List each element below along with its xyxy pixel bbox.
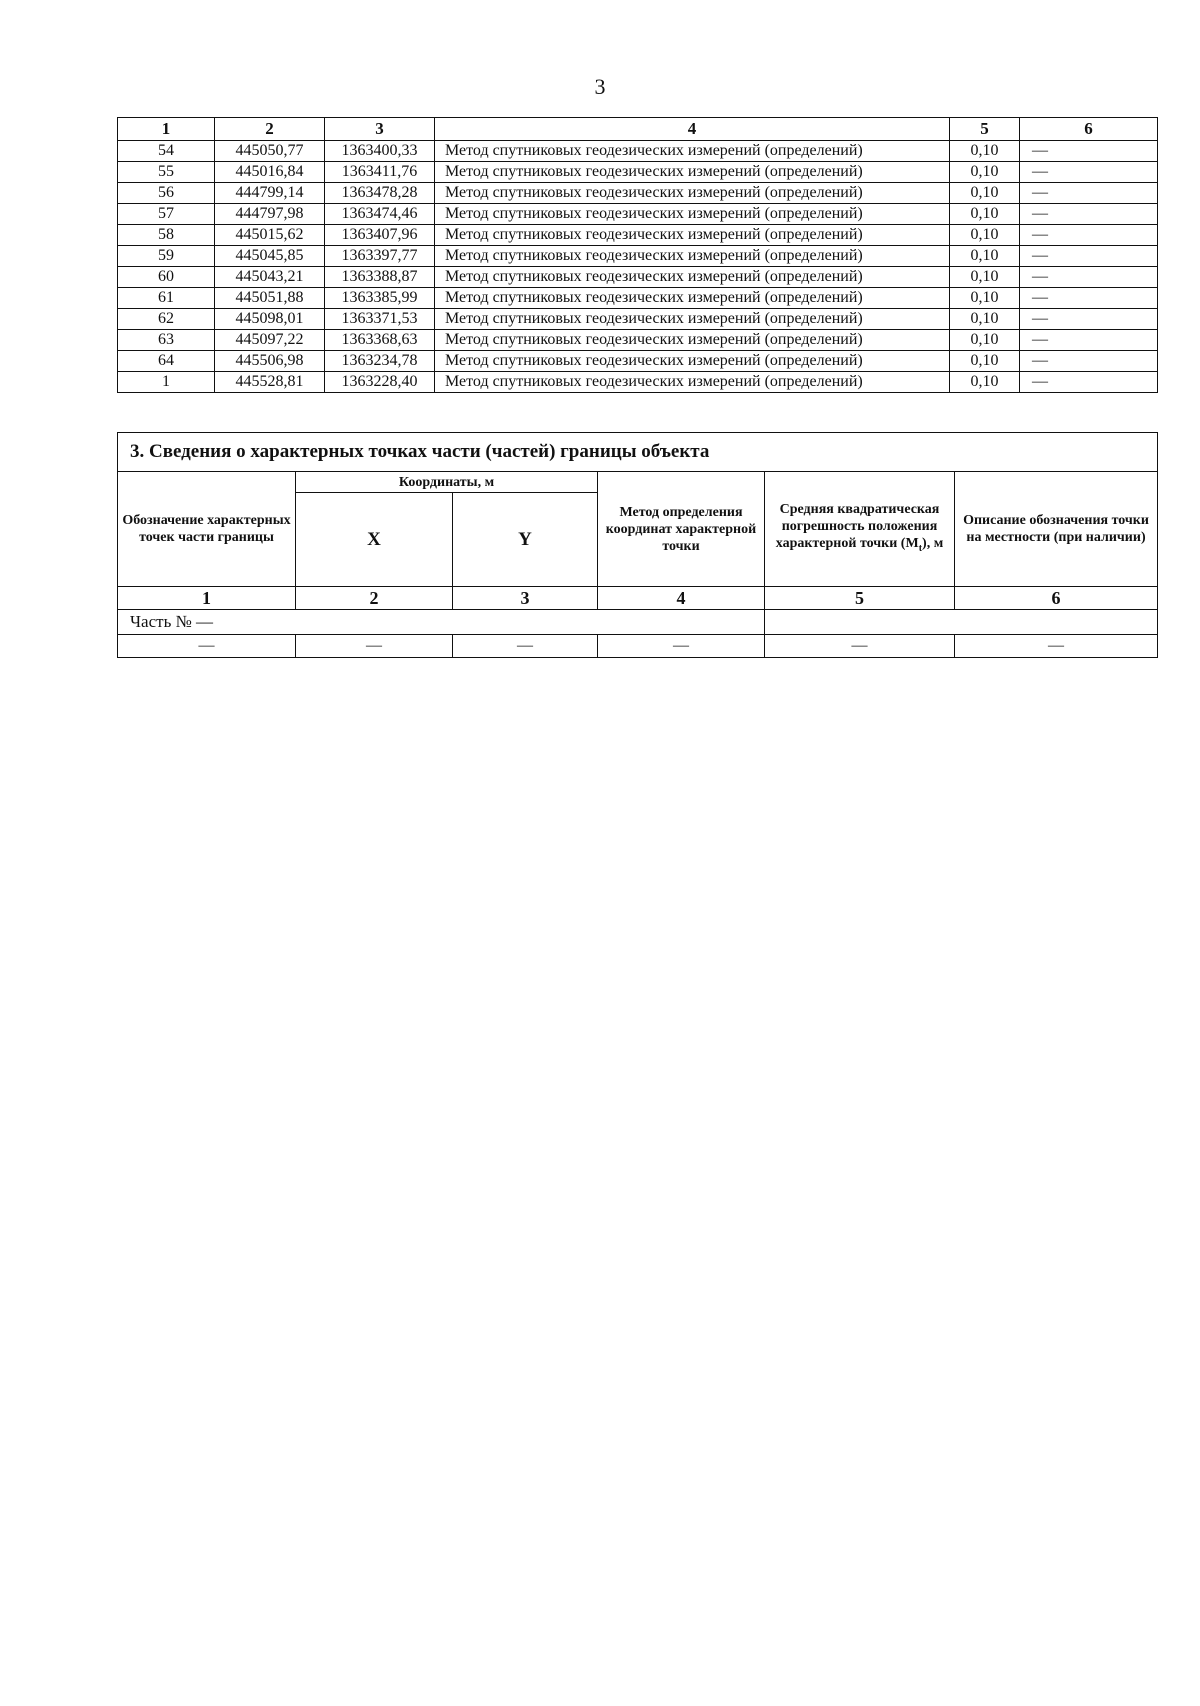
- table-header-row: [118, 118, 1158, 141]
- section-title: 3. Сведения о характерных точках части (частей) границы объекта: [118, 433, 1158, 472]
- point-number-cell: 64: [118, 351, 215, 372]
- y-coordinate-cell: 1363388,87: [325, 267, 435, 288]
- table-row: [118, 372, 1158, 393]
- description-cell: —: [1020, 267, 1158, 288]
- error-cell: 0,10: [950, 183, 1020, 204]
- table-row: [118, 330, 1158, 351]
- coordinates-header: Координаты, м: [296, 472, 598, 493]
- table-row: [118, 141, 1158, 162]
- error-cell: 0,10: [950, 141, 1020, 162]
- y-coordinate-cell: 1363407,96: [325, 225, 435, 246]
- y-coordinate-cell: 1363478,28: [325, 183, 435, 204]
- error-header-sub: t: [918, 542, 923, 554]
- method-cell: Метод спутниковых геодезических измерений (определений): [435, 288, 950, 309]
- error-header: [765, 472, 955, 587]
- description-header: Описание обозначения точки на местности (при наличии): [955, 472, 1158, 587]
- description-cell: —: [1020, 372, 1158, 393]
- error-cell: 0,10: [950, 288, 1020, 309]
- method-header: Метод определения координат характерной точки: [598, 472, 765, 587]
- y-coordinate-cell: 1363397,77: [325, 246, 435, 267]
- error-cell: 0,10: [950, 204, 1020, 225]
- method-cell: Метод спутниковых геодезических измерений (определений): [435, 267, 950, 288]
- dash-cell: —: [765, 635, 955, 658]
- point-number-cell: 1: [118, 372, 215, 393]
- method-cell: Метод спутниковых геодезических измерений (определений): [435, 141, 950, 162]
- description-cell: —: [1020, 204, 1158, 225]
- method-cell: Метод спутниковых геодезических измерений (определений): [435, 204, 950, 225]
- x-coordinate-cell: 445045,85: [215, 246, 325, 267]
- column-number: 2: [296, 587, 453, 610]
- method-cell: Метод спутниковых геодезических измерений (определений): [435, 309, 950, 330]
- y-coordinate-cell: 1363234,78: [325, 351, 435, 372]
- dash-cell: —: [453, 635, 598, 658]
- description-cell: —: [1020, 162, 1158, 183]
- header-cell: 6: [1020, 118, 1158, 141]
- y-coordinate-cell: 1363385,99: [325, 288, 435, 309]
- y-coordinate-cell: 1363474,46: [325, 204, 435, 225]
- x-coordinate-cell: 445051,88: [215, 288, 325, 309]
- table-row: [118, 635, 1158, 658]
- header-cell: 3: [325, 118, 435, 141]
- table-row: [118, 351, 1158, 372]
- point-number-cell: 63: [118, 330, 215, 351]
- error-cell: 0,10: [950, 351, 1020, 372]
- point-number-cell: 61: [118, 288, 215, 309]
- dash-cell: —: [598, 635, 765, 658]
- part-label-empty: [765, 610, 1158, 635]
- part-label: Часть № —: [118, 610, 765, 635]
- description-cell: —: [1020, 141, 1158, 162]
- x-header: X: [296, 493, 453, 587]
- table-row: [118, 267, 1158, 288]
- method-cell: Метод спутниковых геодезических измерений (определений): [435, 351, 950, 372]
- description-cell: —: [1020, 330, 1158, 351]
- dash-cell: —: [118, 635, 296, 658]
- x-coordinate-cell: 444797,98: [215, 204, 325, 225]
- column-number: 1: [118, 587, 296, 610]
- table-row: [118, 183, 1158, 204]
- table-row: [118, 162, 1158, 183]
- method-cell: Метод спутниковых геодезических измерений (определений): [435, 330, 950, 351]
- y-header: Y: [453, 493, 598, 587]
- y-coordinate-cell: 1363228,40: [325, 372, 435, 393]
- table-row: [118, 246, 1158, 267]
- boundary-points-table: [117, 117, 1158, 393]
- column-number: 6: [955, 587, 1158, 610]
- point-number-cell: 58: [118, 225, 215, 246]
- table-row: [118, 288, 1158, 309]
- y-coordinate-cell: 1363371,53: [325, 309, 435, 330]
- error-cell: 0,10: [950, 225, 1020, 246]
- error-cell: 0,10: [950, 330, 1020, 351]
- description-cell: —: [1020, 309, 1158, 330]
- error-header-main: Средняя квадратическая погрешность положения характерной точки (M: [775, 502, 940, 552]
- x-coordinate-cell: 445098,01: [215, 309, 325, 330]
- dash-cell: —: [955, 635, 1158, 658]
- x-coordinate-cell: 445528,81: [215, 372, 325, 393]
- y-coordinate-cell: 1363368,63: [325, 330, 435, 351]
- column-number: 4: [598, 587, 765, 610]
- header-cell: 1: [118, 118, 215, 141]
- point-number-cell: 54: [118, 141, 215, 162]
- table-row: [118, 204, 1158, 225]
- description-cell: —: [1020, 246, 1158, 267]
- header-cell: 2: [215, 118, 325, 141]
- table-body: [118, 141, 1158, 393]
- error-cell: 0,10: [950, 162, 1020, 183]
- method-cell: Метод спутниковых геодезических измерений (определений): [435, 183, 950, 204]
- point-number-cell: 60: [118, 267, 215, 288]
- method-cell: Метод спутниковых геодезических измерений (определений): [435, 372, 950, 393]
- point-number-cell: 56: [118, 183, 215, 204]
- header-cell: 4: [435, 118, 950, 141]
- method-cell: Метод спутниковых геодезических измерений (определений): [435, 225, 950, 246]
- method-cell: Метод спутниковых геодезических измерений (определений): [435, 162, 950, 183]
- column-number: 5: [765, 587, 955, 610]
- page-number: 3: [594, 74, 606, 99]
- part-boundary-points-table: [117, 432, 1158, 658]
- header-cell: 5: [950, 118, 1020, 141]
- description-cell: —: [1020, 225, 1158, 246]
- dash-cell: —: [296, 635, 453, 658]
- x-coordinate-cell: 445506,98: [215, 351, 325, 372]
- point-number-cell: 59: [118, 246, 215, 267]
- description-cell: —: [1020, 351, 1158, 372]
- error-cell: 0,10: [950, 372, 1020, 393]
- y-coordinate-cell: 1363400,33: [325, 141, 435, 162]
- table-row: [118, 225, 1158, 246]
- x-coordinate-cell: 445016,84: [215, 162, 325, 183]
- column-number: 3: [453, 587, 598, 610]
- description-cell: —: [1020, 183, 1158, 204]
- column-number-row: [118, 587, 1158, 610]
- table-row: [118, 309, 1158, 330]
- point-number-cell: 62: [118, 309, 215, 330]
- error-cell: 0,10: [950, 246, 1020, 267]
- x-coordinate-cell: 445043,21: [215, 267, 325, 288]
- description-cell: —: [1020, 288, 1158, 309]
- designation-header: Обозначение характерных точек части границы: [118, 472, 296, 587]
- error-header-tail: ), м: [922, 536, 944, 552]
- point-number-cell: 55: [118, 162, 215, 183]
- error-cell: 0,10: [950, 267, 1020, 288]
- x-coordinate-cell: 444799,14: [215, 183, 325, 204]
- error-cell: 0,10: [950, 309, 1020, 330]
- x-coordinate-cell: 445050,77: [215, 141, 325, 162]
- y-coordinate-cell: 1363411,76: [325, 162, 435, 183]
- method-cell: Метод спутниковых геодезических измерений (определений): [435, 246, 950, 267]
- x-coordinate-cell: 445015,62: [215, 225, 325, 246]
- x-coordinate-cell: 445097,22: [215, 330, 325, 351]
- point-number-cell: 57: [118, 204, 215, 225]
